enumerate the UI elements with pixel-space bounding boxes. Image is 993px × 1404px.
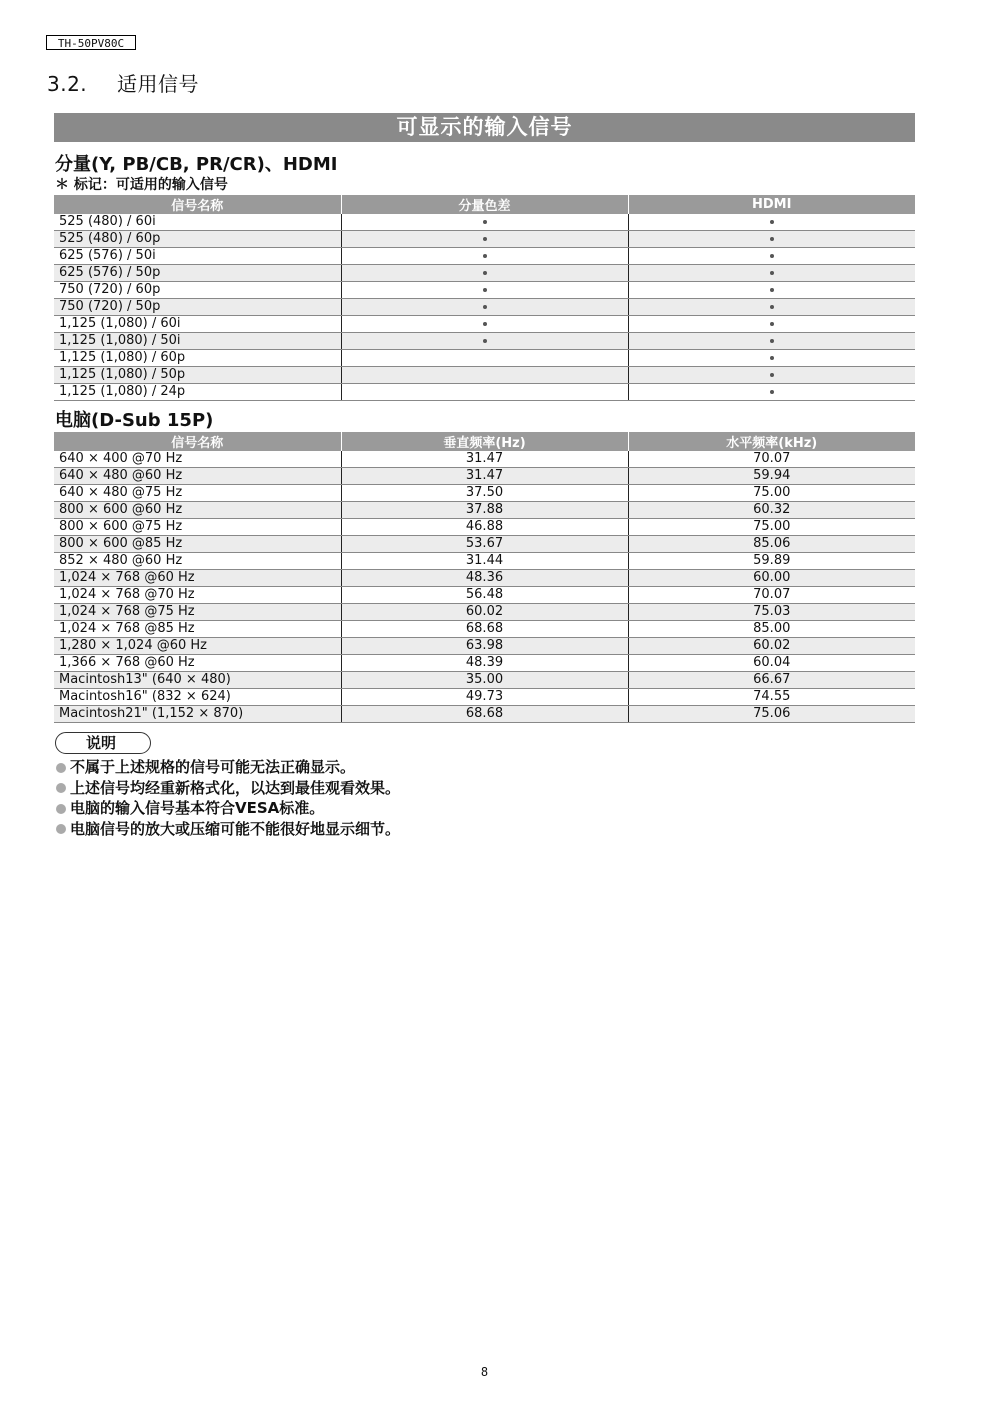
- cell-value: 46.88: [465, 519, 504, 534]
- pc-signal-table: [54, 432, 915, 723]
- value-cell: [628, 553, 915, 570]
- table-row: [54, 350, 915, 367]
- supported-mark: [770, 373, 774, 377]
- value-cell: [341, 706, 628, 723]
- table-row: [54, 384, 915, 401]
- signal-name: 625 (576) / 50p: [59, 265, 161, 280]
- supported-cell: [341, 231, 628, 248]
- signal-name: 640 × 400 @70 Hz: [59, 451, 183, 466]
- value-cell: [628, 502, 915, 519]
- cell-value: 60.02: [753, 638, 791, 653]
- signal-name: 525 (480) / 60i: [59, 214, 156, 229]
- signal-name-cell: [54, 502, 341, 519]
- notes-list: [56, 757, 400, 839]
- column-header: 垂直频率(Hz): [341, 432, 628, 451]
- table-row: [54, 248, 915, 265]
- note-text: 电脑的输入信号基本符合VESA标准。: [70, 799, 325, 817]
- table-row: [54, 672, 915, 689]
- component-signal-table: [54, 195, 915, 401]
- table-row: [54, 333, 915, 350]
- signal-name-cell: [54, 265, 341, 282]
- cell-value: 60.00: [753, 570, 791, 585]
- section-heading: [47, 68, 199, 97]
- table-row: [54, 214, 915, 231]
- table-row: [54, 655, 915, 672]
- supported-mark: [483, 220, 487, 224]
- note-item: [56, 778, 400, 799]
- value-cell: [628, 621, 915, 638]
- value-cell: [341, 672, 628, 689]
- value-cell: [628, 519, 915, 536]
- cell-value: 75.03: [753, 604, 791, 619]
- signal-name-cell: [54, 316, 341, 333]
- signal-name-cell: [54, 384, 341, 401]
- supported-mark: [770, 237, 774, 241]
- cell-value: 37.88: [465, 502, 504, 517]
- table-row: [54, 468, 915, 485]
- supported-mark: [483, 271, 487, 275]
- value-cell: [628, 706, 915, 723]
- signal-name: 1,125 (1,080) / 50p: [59, 367, 186, 382]
- cell-value: 37.50: [465, 485, 504, 500]
- value-cell: [341, 587, 628, 604]
- cell-value: 31.47: [465, 468, 504, 483]
- supported-mark: [770, 339, 774, 343]
- table-row: [54, 519, 915, 536]
- value-cell: [341, 451, 628, 468]
- cell-value: 68.68: [465, 621, 504, 636]
- table-row: [54, 621, 915, 638]
- table-row: [54, 231, 915, 248]
- table-row: [54, 553, 915, 570]
- signal-name: 1,366 × 768 @60 Hz: [59, 655, 195, 670]
- cell-value: 53.67: [465, 536, 504, 551]
- notes-label: 说明: [55, 732, 151, 754]
- cell-value: 48.39: [465, 655, 504, 670]
- supported-cell: [341, 265, 628, 282]
- value-cell: [628, 587, 915, 604]
- supported-cell: [628, 265, 915, 282]
- pc-heading: 电脑(D-Sub 15P): [55, 410, 214, 431]
- table-header-row: [54, 432, 915, 451]
- cell-value: 70.07: [753, 587, 791, 602]
- signal-name: 750 (720) / 50p: [59, 299, 161, 314]
- supported-cell: [628, 214, 915, 231]
- signal-name-cell: [54, 214, 341, 231]
- supported-cell: [628, 333, 915, 350]
- signal-name-cell: [54, 299, 341, 316]
- value-cell: [341, 655, 628, 672]
- signal-name-cell: [54, 655, 341, 672]
- table-row: [54, 706, 915, 723]
- signal-name-cell: [54, 231, 341, 248]
- table-row: [54, 689, 915, 706]
- supported-cell: [628, 248, 915, 265]
- signal-name-cell: [54, 706, 341, 723]
- signal-name-cell: [54, 536, 341, 553]
- signal-name: 1,024 × 768 @75 Hz: [59, 604, 195, 619]
- supported-cell: [628, 316, 915, 333]
- table-row: [54, 587, 915, 604]
- signal-name: 800 × 600 @85 Hz: [59, 536, 183, 551]
- table-row: [54, 485, 915, 502]
- signal-name-cell: [54, 248, 341, 265]
- table-row: [54, 282, 915, 299]
- signal-name-cell: [54, 638, 341, 655]
- cell-value: 75.00: [753, 485, 791, 500]
- legend-note: ＊ 标记：可适用的输入信号: [55, 177, 228, 193]
- supported-cell: [628, 350, 915, 367]
- bullet-icon: [56, 824, 66, 834]
- note-text: 电脑信号的放大或压缩可能不能很好地显示细节。: [70, 819, 401, 838]
- cell-value: 70.07: [753, 451, 791, 466]
- value-cell: [341, 570, 628, 587]
- cell-value: 60.02: [465, 604, 504, 619]
- signal-name: 1,024 × 768 @85 Hz: [59, 621, 195, 636]
- signal-name: 1,024 × 768 @60 Hz: [59, 570, 195, 585]
- signal-name-cell: [54, 553, 341, 570]
- table-header-row: [54, 195, 915, 214]
- signal-name-cell: [54, 672, 341, 689]
- value-cell: [628, 570, 915, 587]
- value-cell: [341, 621, 628, 638]
- signal-name: 800 × 600 @60 Hz: [59, 502, 183, 517]
- signal-name-cell: [54, 367, 341, 384]
- signal-name: Macintosh16" (832 × 624): [59, 689, 231, 704]
- column-header: 分量色差: [341, 195, 628, 214]
- value-cell: [341, 519, 628, 536]
- column-header: 信号名称: [54, 195, 341, 214]
- table-row: [54, 638, 915, 655]
- signal-name-cell: [54, 604, 341, 621]
- table-row: [54, 265, 915, 282]
- note-item: [56, 757, 400, 778]
- signal-name: 625 (576) / 50i: [59, 248, 156, 263]
- signal-name-cell: [54, 282, 341, 299]
- signal-name: 1,125 (1,080) / 50i: [59, 333, 181, 348]
- cell-value: 59.89: [753, 553, 791, 568]
- note-text: 不属于上述规格的信号可能无法正确显示。: [70, 758, 356, 776]
- cell-value: 49.73: [465, 689, 504, 704]
- cell-value: 48.36: [465, 570, 504, 585]
- bullet-icon: [56, 783, 66, 793]
- cell-value: 31.47: [465, 451, 504, 466]
- signal-name-cell: [54, 570, 341, 587]
- supported-cell: [341, 316, 628, 333]
- table-row: [54, 316, 915, 333]
- cell-value: 31.44: [465, 553, 504, 568]
- column-header: 信号名称: [54, 432, 341, 451]
- cell-value: 68.68: [465, 706, 504, 721]
- supported-cell: [628, 282, 915, 299]
- supported-mark: [483, 254, 487, 258]
- supported-mark: [770, 220, 774, 224]
- value-cell: [628, 536, 915, 553]
- signal-name: 1,125 (1,080) / 60i: [59, 316, 181, 331]
- signal-name-cell: [54, 468, 341, 485]
- note-item: [56, 798, 400, 819]
- supported-cell: [341, 248, 628, 265]
- value-cell: [341, 689, 628, 706]
- cell-value: 66.67: [753, 672, 791, 687]
- value-cell: [341, 638, 628, 655]
- signal-name-cell: [54, 689, 341, 706]
- supported-mark: [483, 339, 487, 343]
- signal-name: 525 (480) / 60p: [59, 231, 161, 246]
- value-cell: [628, 638, 915, 655]
- table-row: [54, 451, 915, 468]
- value-cell: [341, 485, 628, 502]
- signal-name-cell: [54, 350, 341, 367]
- signal-name-cell: [54, 519, 341, 536]
- supported-mark: [483, 305, 487, 309]
- signal-name-cell: [54, 485, 341, 502]
- bullet-icon: [56, 763, 66, 773]
- value-cell: [628, 689, 915, 706]
- signal-name: Macintosh21" (1,152 × 870): [59, 706, 244, 721]
- table-row: [54, 502, 915, 519]
- section-title: 适用信号: [117, 72, 199, 96]
- signal-name: 640 × 480 @60 Hz: [59, 468, 183, 483]
- section-number: 3.2.: [47, 72, 88, 96]
- cell-value: 56.48: [465, 587, 504, 602]
- supported-cell: [341, 333, 628, 350]
- supported-cell: [341, 214, 628, 231]
- cell-value: 74.55: [753, 689, 791, 704]
- value-cell: [628, 655, 915, 672]
- signal-name: 750 (720) / 60p: [59, 282, 161, 297]
- signal-name: 1,024 × 768 @70 Hz: [59, 587, 195, 602]
- table-row: [54, 367, 915, 384]
- signal-name: Macintosh13" (640 × 480): [59, 672, 231, 687]
- signal-name: 1,280 × 1,024 @60 Hz: [59, 638, 207, 653]
- supported-mark: [770, 254, 774, 258]
- signal-name: 800 × 600 @75 Hz: [59, 519, 183, 534]
- signal-name-cell: [54, 451, 341, 468]
- cell-value: 60.04: [753, 655, 791, 670]
- signal-name: 1,125 (1,080) / 24p: [59, 384, 186, 399]
- value-cell: [628, 672, 915, 689]
- supported-mark: [770, 390, 774, 394]
- supported-cell: [628, 299, 915, 316]
- note-item: [56, 819, 400, 840]
- cell-value: 85.00: [753, 621, 791, 636]
- note-text: 上述信号均经重新格式化，以达到最佳观看效果。: [70, 778, 401, 797]
- value-cell: [628, 485, 915, 502]
- value-cell: [341, 384, 628, 401]
- value-cell: [341, 350, 628, 367]
- supported-mark: [483, 322, 487, 326]
- value-cell: [341, 367, 628, 384]
- value-cell: [341, 604, 628, 621]
- supported-cell: [628, 384, 915, 401]
- value-cell: [341, 468, 628, 485]
- model-tag: TH-50PV80C: [46, 35, 136, 50]
- signal-name: 640 × 480 @75 Hz: [59, 485, 183, 500]
- table-row: [54, 604, 915, 621]
- supported-cell: [341, 282, 628, 299]
- supported-mark: [483, 288, 487, 292]
- signal-name-cell: [54, 587, 341, 604]
- table-row: [54, 570, 915, 587]
- cell-value: 85.06: [753, 536, 791, 551]
- table-row: [54, 536, 915, 553]
- value-cell: [628, 451, 915, 468]
- supported-mark: [483, 237, 487, 241]
- table-row: [54, 299, 915, 316]
- component-heading: 分量(Y, PB/CB, PR/CR)、HDMI: [55, 154, 338, 175]
- value-cell: [628, 468, 915, 485]
- value-cell: [341, 553, 628, 570]
- column-header: 水平频率(kHz): [628, 432, 915, 451]
- value-cell: [341, 502, 628, 519]
- value-cell: [628, 604, 915, 621]
- supported-cell: [628, 367, 915, 384]
- cell-value: 35.00: [465, 672, 504, 687]
- supported-mark: [770, 356, 774, 360]
- supported-mark: [770, 271, 774, 275]
- page-number: 8: [480, 1365, 489, 1379]
- cell-value: 59.94: [753, 468, 791, 483]
- cell-value: 75.06: [753, 706, 791, 721]
- cell-value: 60.32: [753, 502, 791, 517]
- supported-mark: [770, 305, 774, 309]
- supported-mark: [770, 288, 774, 292]
- value-cell: [341, 536, 628, 553]
- bullet-icon: [56, 804, 66, 814]
- supported-mark: [770, 322, 774, 326]
- supported-cell: [341, 299, 628, 316]
- cell-value: 63.98: [465, 638, 504, 653]
- signal-name: 852 × 480 @60 Hz: [59, 553, 183, 568]
- signal-name-cell: [54, 333, 341, 350]
- signal-name-cell: [54, 621, 341, 638]
- banner-title: 可显示的输入信号: [54, 113, 915, 142]
- cell-value: 75.00: [753, 519, 791, 534]
- supported-cell: [628, 231, 915, 248]
- column-header: HDMI: [628, 195, 915, 214]
- signal-name: 1,125 (1,080) / 60p: [59, 350, 186, 365]
